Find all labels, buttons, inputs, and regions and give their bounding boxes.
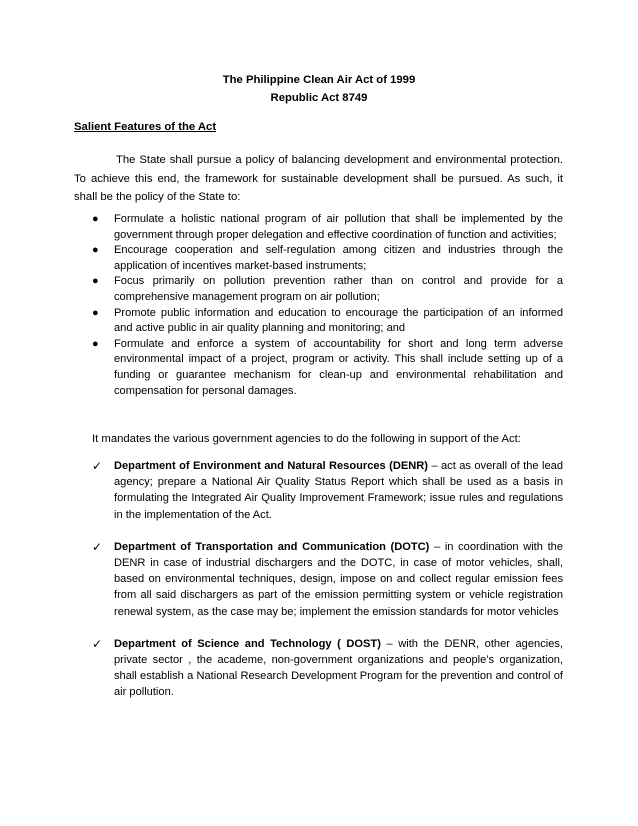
list-item: [92, 274, 563, 305]
checkmark-icon: ✓: [92, 636, 103, 651]
list-item-text: Formulate a holistic national program of air pollution that shall be implemented by the government through proper delegation and effective coordination of function and activities;: [114, 213, 563, 241]
section-heading: Salient Features of the Act: [74, 121, 217, 133]
checkmark-icon: ✓: [92, 459, 103, 473]
agency-name: Department of Environment and Natural Resources (DENR): [114, 460, 428, 472]
title-line-2: Republic Act 8749: [270, 92, 368, 104]
document-title: [0, 71, 638, 107]
agency-name: Department of Transportation and Communication (DOTC): [114, 540, 430, 553]
list-item: [92, 212, 563, 243]
title-line-1: The Philippine Clean Air Act of 1999: [222, 74, 416, 86]
agency-description: – with the DENR, other agencies, private sector , the academe, non-government organizations and people’s organization, shall establish a National Research Development Program for the prevention and control of air pollution.: [114, 637, 564, 699]
list-item-text: Encourage cooperation and self-regulation among citizen and industries through the application of incentives market-based instruments;: [114, 244, 563, 272]
list-item-text: Formulate and enforce a system of accountability for short and long term adverse environmental impact of a project, program or activity. This shall include setting up of a funding or guarantee mechanism for clean-up and environmental rehabilitation and compensation for personal damages.: [114, 337, 563, 397]
agency-item-dost: [92, 636, 563, 701]
intro-paragraph: The State shall pursue a policy of balancing development and environmental protection. To achieve this end, the framework for sustainable development shall be pursued. As such, it shall be the policy of the State to:: [74, 154, 563, 203]
agency-description: – in coordination with the DENR in case of industrial dischargers and the DOTC, in case of motor vehicles, shall, based on environmental techniques, design, impose on and collect regular emission fees from all said dischargers as part of the emission permitting system or vehicle registration renewal system, as the case may be; implement the emission standards for motor vehicles: [114, 540, 563, 618]
bullet-icon: ●: [92, 244, 99, 257]
list-item: [92, 306, 563, 337]
mandate-paragraph: It mandates the various government agencies to do the following in support of the Act:: [92, 433, 521, 445]
agency-list: [92, 458, 563, 717]
list-item-text: Focus primarily on pollution prevention rather than on control and provide for a comprehensive management program on air pollution;: [114, 275, 563, 303]
bullet-icon: ●: [92, 306, 99, 319]
agency-item-denr: [92, 458, 563, 523]
list-item: [92, 337, 563, 399]
agency-item-dotc: [92, 539, 563, 620]
checkmark-icon: ✓: [92, 539, 103, 554]
agency-name: Department of Science and Technology ( DOST): [114, 637, 381, 650]
bullet-icon: ●: [92, 213, 99, 225]
bullet-icon: ●: [92, 337, 99, 350]
bullet-icon: ●: [92, 275, 99, 288]
policy-list: [92, 212, 563, 399]
agency-description: – act as overall of the lead agency; prepare a National Air Quality Status Report which shall be used as a basis in formulating the Integrated Air Quality Improvement Framework; issue rules and regulations in the implementation of the Act.: [114, 460, 563, 521]
list-item-text: Promote public information and education to encourage the participation of an informed and active public in air quality planning and monitoring; and: [114, 306, 563, 335]
list-item: [92, 243, 563, 274]
